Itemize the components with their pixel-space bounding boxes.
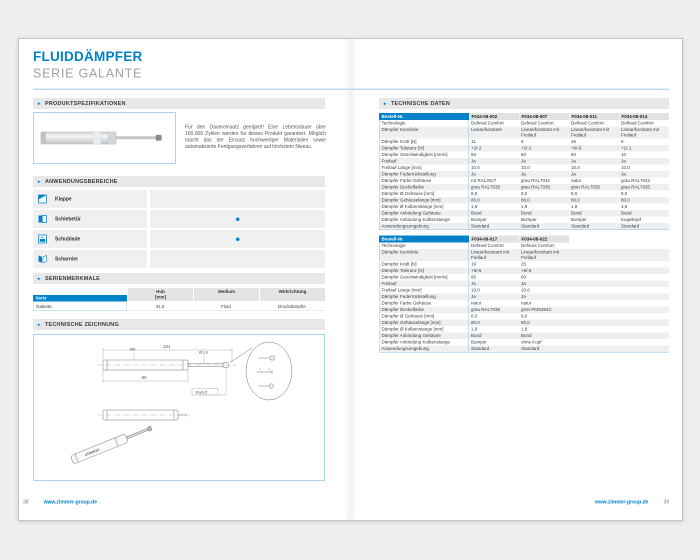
cell-value: 60 (571, 152, 577, 157)
cell-value: 10,0 (471, 165, 480, 170)
application-areas-list (33, 190, 325, 270)
application-cell-indicator (150, 250, 325, 268)
row-label: Dämpfer Anbindung Kolbenstange (379, 217, 469, 224)
row-label: Dämpfer Gehäuselänge [mm] (379, 197, 469, 204)
cell-value: Bund (571, 210, 582, 216)
page-fold (345, 39, 357, 520)
part-number: F034-08-011 (569, 113, 619, 120)
section-arrow-icon: ► (383, 100, 388, 106)
cell-value: +6/-6 (471, 268, 482, 273)
cell-value: 1,8 (521, 326, 528, 332)
part-number: F034-08-002 (469, 113, 519, 120)
cell-value: +6/-6 (521, 268, 532, 273)
cell-value: 80,0 (471, 320, 480, 325)
isometric-view (70, 424, 153, 464)
order-number-label: Bestell-Nr. (379, 236, 469, 243)
series-medium-value: Fluid (193, 303, 259, 311)
cell-value: Bund (471, 333, 482, 338)
row-label: Dämpfer Kraft [N] (379, 139, 469, 146)
dim-freewheel: 10±0,5 (195, 389, 208, 395)
section-technische-zeichnung (33, 319, 325, 330)
tip-variant-flat (257, 368, 272, 374)
cell-value: 10 (621, 152, 627, 157)
row-label: Dämpfer Kraft [N] (379, 261, 469, 268)
table-row (379, 346, 669, 353)
series-row-header: Serie (33, 295, 127, 302)
row-label: Dämpfer Kennlinie (379, 127, 469, 139)
cell-value: Linear/konstant mit Freilauf (621, 127, 660, 138)
row-label: Freilauf (379, 281, 469, 288)
cell-value: Ja (521, 171, 526, 177)
section-arrow-icon: ► (37, 100, 42, 106)
section-produktspezifikationen (33, 98, 325, 109)
cell-value: ohne Kopf (521, 339, 542, 345)
application-label: Klappe (55, 196, 72, 202)
section-heading: TECHNISCHE DATEN (390, 100, 450, 107)
row-label: Dämpfer Federrückstellung (379, 171, 469, 178)
cell-value: 60 (471, 274, 477, 280)
cell-value: Bund (521, 333, 532, 338)
col-label: Wirkrichtung (278, 289, 307, 294)
cell-value: grau RAL7035 (471, 307, 501, 312)
application-cell-label (33, 230, 147, 248)
applicability-dot-icon (236, 217, 240, 221)
application-cell-label (33, 250, 147, 268)
row-label: Dämpfer Ø Kolbenstange [mm] (379, 204, 469, 211)
cell-value: +2/-2 (521, 145, 532, 151)
hinge-icon (37, 254, 48, 265)
row-label: Dämpfer Federrückstellung (379, 294, 469, 301)
cell-value: 10,0 (521, 165, 530, 170)
cell-value: +6/-6 (571, 145, 582, 151)
drawer-icon (37, 234, 48, 245)
cell-value: 10,0 (571, 165, 580, 170)
cell-value: 6 (621, 139, 624, 144)
tip-variant-ball (258, 384, 274, 389)
cell-value: Defined Comfort (571, 120, 604, 126)
cell-value: Linear/konstant mit Freilauf (471, 249, 510, 260)
cell-value: grau RAL7035 (571, 184, 601, 190)
cell-value: Ja (521, 294, 526, 299)
row-label: Dämpfer Deckelfarbe (379, 184, 469, 191)
row-label: Anwendungsumgebung (379, 346, 469, 353)
part-number: F034-08-014 (619, 113, 669, 120)
series-name: Galante (33, 303, 127, 311)
page-number: 39 (663, 499, 669, 505)
section-heading: ANWENDUNGSBEREICHE (44, 178, 118, 185)
cell-value: grün PMS354C (521, 307, 552, 312)
application-cell-indicator (150, 210, 325, 228)
cell-value: 8,0 (471, 313, 478, 319)
row-label: Technologie (379, 120, 469, 127)
series-col-header-hub (127, 288, 193, 301)
col-label: Hub (156, 289, 165, 294)
cell-value: 8,0 (571, 191, 578, 196)
row-label: Freilauf Länge [mm] (379, 165, 469, 172)
application-row (33, 190, 325, 208)
flap-icon (37, 194, 48, 205)
cell-value: 8,0 (471, 191, 478, 196)
section-heading: PRODUKTSPEZIFIKATIONEN (44, 100, 126, 107)
application-label: Schiebetür (55, 216, 81, 222)
cell-value: Bumper (571, 217, 587, 222)
cell-value: 60 (521, 152, 527, 157)
section-arrow-icon: ► (37, 275, 42, 281)
cell-value: 10,0 (621, 165, 630, 170)
cell-value: Ja (571, 171, 576, 177)
cell-value: Standard (521, 223, 540, 229)
application-row (33, 210, 325, 228)
application-cell-label (33, 210, 147, 228)
section-arrow-icon: ► (37, 178, 42, 184)
cell-value: natur (571, 178, 582, 183)
cell-value: Standard (521, 346, 540, 351)
title-rule (33, 89, 669, 91)
cell-value: Bumper (521, 217, 537, 222)
cell-value: 80,0 (621, 197, 630, 203)
cell-value: 80,0 (521, 320, 530, 325)
row-label: Freilauf (379, 158, 469, 165)
technical-drawing (34, 335, 324, 480)
row-label: Dämpfer Ø Gehäuse [mm] (379, 191, 469, 198)
row-label: Dämpfer Ø Gehäuse [mm] (379, 313, 469, 320)
part-number: F034-08-022 (519, 236, 569, 243)
cell-value: natur (471, 300, 482, 306)
technical-drawing-box (33, 334, 325, 481)
row-label: Dämpfer Geschwindigkeit [mm/s] (379, 152, 469, 159)
cell-value: 8,0 (521, 313, 528, 319)
cell-value: Standard (571, 223, 590, 229)
table-row (379, 223, 669, 230)
application-cell-label (33, 190, 147, 208)
cell-value: Bumper (471, 339, 487, 345)
row-label: Technologie (379, 243, 469, 250)
cell-value: Standard (471, 223, 490, 229)
cell-value: Defined Comfort (521, 120, 554, 126)
row-label: Dämpfer Geschwindigkeit [mm/s] (379, 274, 469, 281)
cell-value: Kugelkopf (621, 217, 642, 222)
brand-marking: zimmer (84, 446, 101, 458)
dim-total-length: 101 (163, 344, 171, 349)
row-label: Dämpfer Gehäuselänge [mm] (379, 320, 469, 327)
cell-value: Linear/konstant (471, 127, 502, 132)
cell-value: Bund (471, 210, 482, 216)
section-heading: TECHNISCHE ZEICHNUNG (44, 321, 119, 328)
cell-value: 19 (471, 261, 477, 267)
cell-value: Defined Comfort (521, 243, 554, 248)
cell-value: Ja (471, 158, 476, 164)
application-row (33, 230, 325, 248)
row-label: Anwendungsumgebung (379, 223, 469, 230)
cell-value: grau RAL7035 (471, 184, 501, 190)
page-number: 38 (23, 499, 29, 505)
cell-value: grau RAL7035 (521, 184, 551, 190)
cell-value: 80,0 (471, 197, 480, 203)
cell-value: Standard (471, 346, 490, 351)
table-row (379, 249, 669, 261)
footer-right (379, 500, 669, 506)
cell-value: +2/-2 (471, 145, 482, 151)
col-label: Medium (217, 289, 235, 294)
cell-value: 80,0 (521, 197, 530, 203)
cell-value: Bumper (471, 217, 487, 222)
row-label: Dämpfer Deckelfarbe (379, 307, 469, 314)
cell-value: Linear/konstant mit Freilauf (521, 249, 560, 260)
technical-data-table (379, 236, 669, 353)
cell-value: 46 (571, 139, 577, 144)
series-hub-value: 34,0 (127, 303, 193, 311)
order-number-label: Bestell-Nr. (379, 113, 469, 120)
cell-value: rot RAL3027 (471, 178, 497, 183)
cell-value: Ja (521, 158, 526, 164)
catalog-spread (18, 38, 683, 521)
cell-value: +1/-1 (621, 145, 632, 151)
part-number: F034-08-007 (519, 113, 569, 120)
cell-value: Ja (621, 158, 626, 164)
section-arrow-icon: ► (37, 321, 42, 327)
application-cell-indicator (150, 230, 325, 248)
table-header-row (379, 236, 669, 243)
cell-value: Linear/konstant mit Freilauf (571, 127, 610, 138)
cell-value: 8,0 (621, 191, 628, 196)
cell-value: 25 (521, 261, 527, 267)
cell-value: 10,0 (471, 287, 480, 293)
cell-value: 60 (521, 274, 527, 280)
applicability-dot-icon (236, 237, 240, 241)
cell-value: 1,8 (621, 204, 628, 209)
cell-value: grau RAL7035 (621, 184, 651, 190)
cell-value: 9 (521, 139, 524, 144)
technical-data-tables (379, 113, 669, 358)
website-link[interactable]: www.zimmer-group.de (43, 499, 97, 505)
cell-value: Ja (571, 158, 576, 164)
application-row (33, 250, 325, 268)
row-label: Dämpfer Toleranz [N] (379, 268, 469, 275)
cell-value: grau RAL7042 (521, 178, 551, 183)
cell-value: Ja (471, 171, 476, 177)
row-label: Dämpfer Ø Kolbenstange [mm] (379, 326, 469, 333)
row-label: Dämpfer Kennlinie (379, 249, 469, 261)
cell-value: grau RAL7042 (621, 178, 651, 183)
section-anwendungsbereiche (33, 176, 325, 187)
cell-value: Linear/konstant mit Freilauf (521, 127, 560, 138)
cell-value: Bund (621, 210, 632, 216)
cell-value: 11 (471, 139, 476, 144)
table-header-row (379, 113, 669, 120)
footer-left (23, 500, 97, 506)
cell-value: Defined Comfort (471, 120, 504, 126)
row-label: Dämpfer Anbindung Gehäuse (379, 210, 469, 217)
cell-value: 1,8 (471, 326, 478, 332)
product-photo-box (33, 112, 176, 164)
section-heading: SERIENMERKMALE (44, 275, 101, 282)
cell-value: 1,8 (571, 204, 578, 209)
cell-value: 60 (471, 152, 477, 157)
section-technische-daten (379, 98, 669, 109)
cell-value: Ja (621, 171, 626, 177)
row-label: Dämpfer Farbe Gehäuse (379, 178, 469, 185)
row-label: Freilauf Länge [mm] (379, 287, 469, 294)
application-label: Scharnier (55, 256, 79, 262)
series-wirkrichtung-value: Druckdämpfer (259, 303, 325, 311)
section-serienmerkmale (33, 273, 325, 284)
cell-value: Bund (521, 210, 532, 216)
sliding-door-icon (37, 214, 48, 225)
cell-value: Ja (521, 281, 526, 286)
series-col-header-medium (193, 288, 259, 301)
tip-variant-bumper (258, 356, 275, 360)
row-label: Dämpfer Farbe Gehäuse (379, 300, 469, 307)
cell-value: 8,0 (521, 191, 528, 196)
website-link[interactable]: www.zimmer-group.de (595, 499, 649, 505)
application-label: Schublade (55, 236, 81, 242)
cell-value: Ja (471, 294, 476, 299)
cell-value: 10,0 (521, 287, 530, 293)
product-description: Für den Dauereinsatz geeignet! Eine Lebensdauer über 100.000 Zyklen werden für dieses Produkt garantiert. Möglich macht das der Einsatz hochwertiger Materialien sowie automatisierte Fertigungsverfahren auf höchstem Niveau. (185, 124, 326, 150)
dim-housing-length: 80 (141, 375, 147, 380)
row-label: Dämpfer Anbindung Gehäuse (379, 333, 469, 340)
cell-value: Standard (621, 223, 640, 229)
cell-value: Defined Comfort (621, 120, 654, 126)
dim-rod-diameter: Ø1,8 (199, 349, 208, 355)
page-subtitle: SERIE GALANTE (33, 66, 143, 81)
product-photo (34, 113, 174, 163)
cell-value: Defined Comfort (471, 243, 504, 248)
dim-housing-diameter: Ø8 (130, 346, 136, 352)
row-label: Dämpfer Anbindung Kolbenstange (379, 339, 469, 346)
cell-value: Ja (471, 281, 476, 286)
cell-value: 1,8 (471, 204, 478, 209)
application-cell-indicator (150, 190, 325, 208)
series-col-header-wirkrichtung (259, 288, 325, 301)
part-number: F034-08-017 (469, 236, 519, 243)
row-label: Dämpfer Toleranz [N] (379, 145, 469, 152)
spread-content (19, 39, 682, 520)
table-row (379, 127, 669, 139)
technical-data-table (379, 113, 669, 230)
cell-value: natur (521, 300, 532, 306)
col-unit: [mm] (155, 294, 166, 300)
cell-value: 1,8 (521, 204, 528, 209)
cell-value: 80,0 (571, 197, 580, 203)
page-title: FLUIDDÄMPFER (33, 49, 143, 64)
